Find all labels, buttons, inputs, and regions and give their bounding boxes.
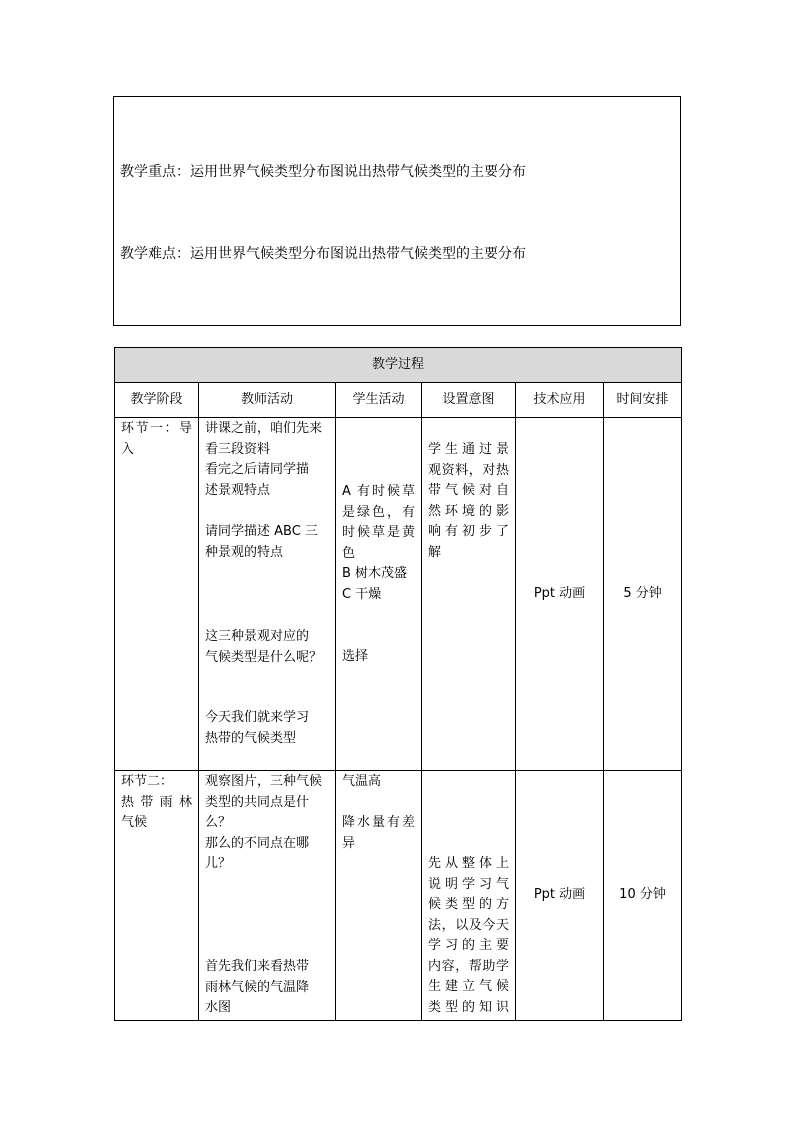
header-time: 时间安排 [604,383,682,418]
stage-cell: 环节二： 热带雨林 气候 [115,771,199,1021]
tech-cell: Ppt 动画 [516,771,604,1021]
table-row [115,418,682,771]
teacher-activity-cell: 观察图片，三种气候 类型的共同点是什 么？ 那么的不同点在哪 儿？ 首先我们来看热带 雨林气候的气温降 水图 [199,771,336,1021]
student-activity-cell: A 有时候草 是绿色，有 时候草是黄 色 B 树木茂盛 C 干燥 选择 [336,418,422,771]
time-cell: 5 分钟 [604,418,682,771]
header-intent: 设置意图 [422,383,516,418]
teacher-activity-cell: 讲课之前，咱们先来 看三段资料 看完之后请同学描 述景观特点 请同学描述 ABC 三 种景观的特点 这三种景观对应的 气候类型是什么呢？ 今天我们就来学习 热带的气候类型 [199,418,336,771]
teaching-process-table [114,347,682,1021]
student-activity-cell: 气温高 降水量有差 异 [336,771,422,1021]
teaching-difficulty: 教学难点：运用世界气候类型分布图说出热带气候类型的主要分布 [120,246,526,262]
header-tech: 技术应用 [516,383,604,418]
header-stage: 教学阶段 [115,383,199,418]
tech-cell: Ppt 动画 [516,418,604,771]
header-student-activity: 学生活动 [336,383,422,418]
intent-cell: 学生通过景 观资料，对热 带气候对自 然环境的影 响有初步了 解 [422,418,516,771]
key-points-box [113,96,681,326]
table-title: 教学过程 [115,348,682,383]
stage-cell: 环节一：导 入 [115,418,199,771]
header-teacher-activity: 教师活动 [199,383,336,418]
table-row [115,771,682,1021]
intent-cell: 先从整体上 说明学习气 候类型的方 法，以及今天 学习的主要 内容，帮助学 生建立气候 类型的知识 [422,771,516,1021]
teaching-focus: 教学重点：运用世界气候类型分布图说出热带气候类型的主要分布 [120,164,526,180]
time-cell: 10 分钟 [604,771,682,1021]
